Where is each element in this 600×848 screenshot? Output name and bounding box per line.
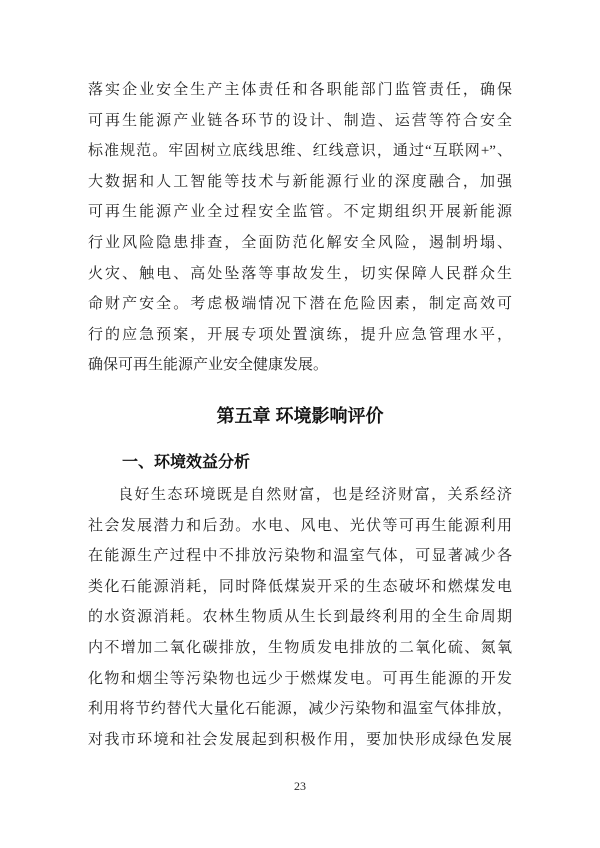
text-line: 标准规范。牢固树立底线思维、红线意识，通过“互联网+”、: [88, 143, 512, 160]
section-heading: 一、环境效益分析: [122, 453, 251, 471]
chapter-heading: 第五章 环境影响评价: [216, 405, 384, 426]
text-line: 化物和烟尘等污染物也远少于燃煤发电。可再生能源的开发: [88, 670, 512, 687]
page-number: 23: [294, 779, 306, 793]
text-line: 良好生态环境既是自然财富，也是经济财富，关系经济: [118, 486, 512, 503]
text-line: 行的应急预案，开展专项处置演练，提升应急管理水平，: [88, 326, 512, 343]
text-line: 社会发展潜力和后劲。水电、风电、光伏等可再生能源利用: [88, 517, 512, 534]
text-line: 内不增加二氧化碳排放，生物质发电排放的二氧化硫、氮氧: [88, 639, 512, 656]
text-line: 对我市环境和社会发展起到积极作用，要加快形成绿色发展: [88, 731, 512, 748]
text-line: 可再生能源产业链各环节的设计、制造、运营等符合安全: [88, 112, 512, 129]
text-line: 的水资源消耗。农林生物质从生长到最终利用的全生命周期: [88, 609, 512, 626]
paragraph-safety-continuation: [88, 75, 512, 381]
text-line: 在能源生产过程中不排放污染物和温室气体，可显著减少各: [88, 548, 512, 565]
text-line: 类化石能源消耗，同时降低煤炭开采的生态破坏和燃煤发电: [88, 578, 512, 595]
text-line: 确保可再生能源产业安全健康发展。: [88, 357, 329, 374]
text-line: 火灾、触电、高处坠落等事故发生，切实保障人民群众生: [88, 265, 512, 282]
text-line: 利用将节约替代大量化石能源，减少污染物和温室气体排放，: [88, 701, 512, 718]
paragraph-environmental-benefit: [88, 480, 512, 755]
text-line: 命财产安全。考虑极端情况下潜在危险因素，制定高效可: [88, 296, 512, 313]
text-line: 落实企业安全生产主体责任和各职能部门监管责任，确保: [88, 82, 512, 98]
text-line: 行业风险隐患排查，全面防范化解安全风险，遏制坍塌、: [88, 234, 512, 251]
text-line: 大数据和人工智能等技术与新能源行业的深度融合，加强: [88, 173, 512, 190]
text-line: 可再生能源产业全过程安全监管。不定期组织开展新能源: [88, 204, 512, 221]
